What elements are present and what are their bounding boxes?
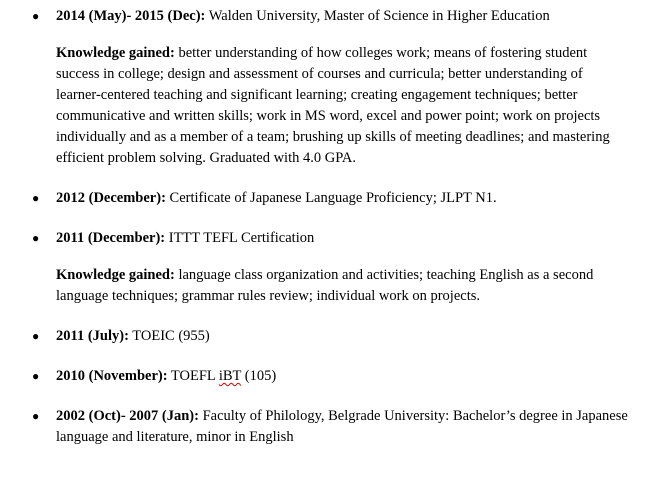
entry-date: 2010 (November): bbox=[56, 368, 168, 384]
knowledge-paragraph bbox=[0, 43, 630, 169]
list-item bbox=[0, 228, 630, 249]
bullet-icon: ● bbox=[32, 369, 40, 383]
list-item bbox=[0, 6, 630, 27]
list-item bbox=[0, 366, 630, 387]
spellcheck-marked-word: iBT bbox=[218, 368, 242, 384]
entry-text: Walden University, Master of Science in Higher Education bbox=[205, 8, 550, 24]
entry-text: Certificate of Japanese Language Proficiency; JLPT N1. bbox=[165, 190, 497, 206]
knowledge-label: Knowledge gained: bbox=[56, 45, 175, 61]
knowledge-text: better understanding of how colleges work; means of fostering student success in college; design and assessment of courses and curricula; better understanding of learner-centered teaching and significant learning; creating engagement techniques; better communicative and written skills; work in MS word, excel and power point; work on projects individually and as a member of a team; brushing up skills of meeting deadlines; and mastering efficient problem solving. Graduated with 4.0 GPA. bbox=[56, 45, 610, 166]
entry-date: 2011 (July): bbox=[56, 328, 129, 344]
list-item bbox=[0, 188, 630, 209]
resume-education-list bbox=[0, 6, 660, 448]
list-item bbox=[0, 406, 630, 448]
entry-text-after: (105) bbox=[241, 368, 277, 384]
bullet-icon: ● bbox=[32, 191, 40, 205]
list-item bbox=[0, 326, 630, 347]
entry-date: 2011 (December): bbox=[56, 230, 166, 246]
knowledge-paragraph bbox=[0, 265, 630, 307]
bullet-icon: ● bbox=[32, 231, 40, 245]
entry-text-before: TOEFL bbox=[167, 368, 219, 384]
entry-date: 2002 (Oct)- 2007 (Jan): bbox=[56, 408, 199, 424]
entry-date: 2014 (May)- 2015 (Dec): bbox=[56, 8, 206, 24]
entry-text: Faculty of Philology, Belgrade University: Bachelor’s degree in Japanese language and literature, minor in English bbox=[56, 408, 628, 445]
bullet-icon: ● bbox=[32, 329, 40, 343]
bullet-icon: ● bbox=[32, 409, 40, 423]
entry-date: 2012 (December): bbox=[56, 190, 166, 206]
knowledge-text: language class organization and activities; teaching English as a second language techniques; grammar rules review; individual work on projects. bbox=[56, 267, 594, 304]
entry-text: ITTT TEFL Certification bbox=[165, 230, 315, 246]
knowledge-label: Knowledge gained: bbox=[56, 267, 175, 283]
entry-text: TOEIC (955) bbox=[128, 328, 210, 344]
bullet-icon: ● bbox=[32, 9, 40, 23]
